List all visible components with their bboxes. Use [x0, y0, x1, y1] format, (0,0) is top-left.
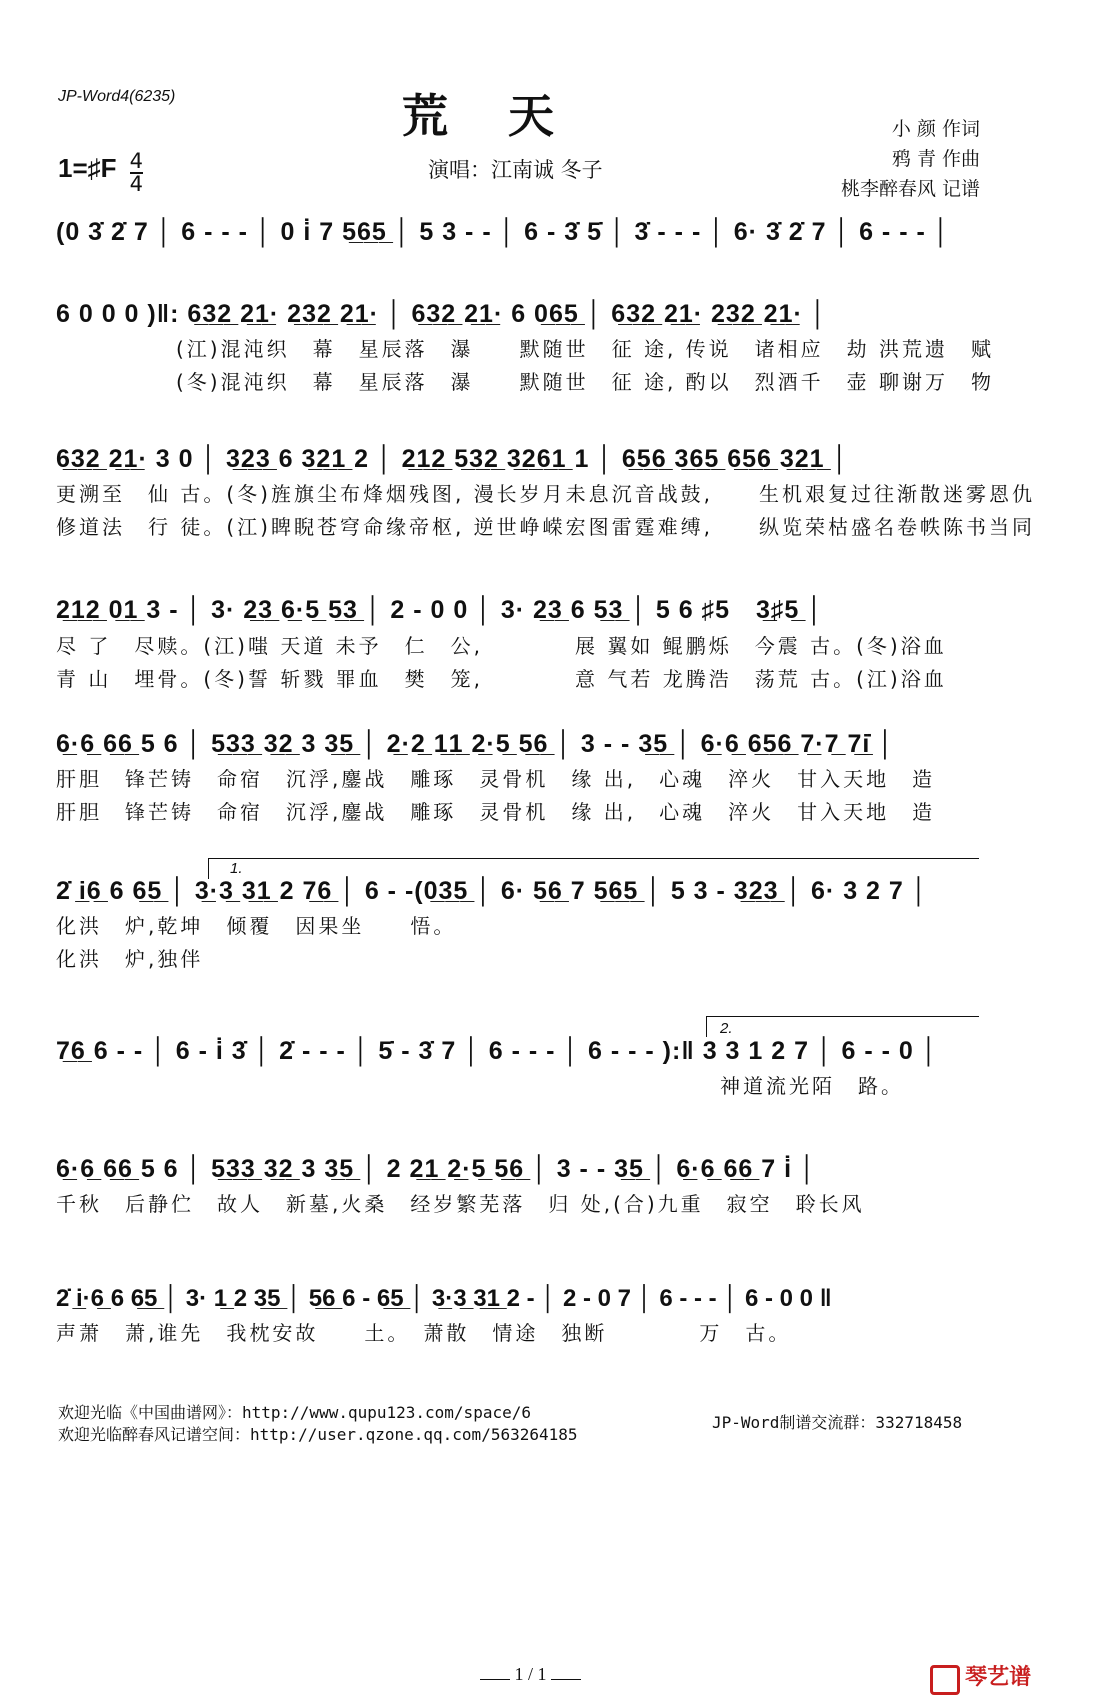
page-number-text: 1 / 1 [514, 1664, 547, 1684]
notes-line: (0 3̇ 2̇ 7 │ 6 - - - │ 0 i̇ 7 5̲6̲5̲ │ 5 3 - - │ 6 - 3̇ 5̇ │ 3̇ - - - │ 6· 3̇ 2̇ 7 │ 6 - - - │ [56, 218, 951, 246]
notes-line: 2̲1̲2̲ 0̲1̲ 3 - │ 3· 2̲3̲ 6̲·5̲ 5̲3̲ │ 2 - 0 0 │ 3· 2̲3̲ 6 5̲3̲ │ 5 6 ♯5 3̲♯5̲ │ [56, 596, 824, 624]
lyric-verse-2: 肝胆 锋芒铸 命宿 沉浮,鏖战 雕琢 灵骨机 缘 出, 心魂 淬火 甘入天地 造 [56, 800, 936, 824]
logo-text: 琴艺谱 [965, 1665, 1032, 1690]
notes-line: 6̲·6̲ 6̲6̲ 5 6 │ 5̲3̲3̲ 3̲2̲ 3 3̲5̲ │ 2̲·2̲ 1̲1̲ 2̲·5̲ 5̲6̲ │ 3 - - 3̲5̲ │ 6̲·6̲ 6̲5̲6̲ 7̲·7̲ 7̲i̲̇ │ [56, 730, 895, 758]
lyric-verse-1: 化洪 炉,乾坤 倾覆 因果坐 悟。 [56, 914, 457, 938]
credits-block [841, 114, 980, 204]
notes-line: 6̲3̲2̲ 2̲1̲· 3 0 │ 3̲2̲3̲ 6 3̲2̲1̲ 2 │ 2̲1̲2̲ 5̲3̲2̲ 3̲2̲6̲1̲ 1 │ 6̲5̲6̲ 3̲6̲5̲ 6̲5̲6̲ 3̲2̲1̲ │ [56, 445, 850, 473]
lyric-line: 声萧 萧,谁先 我枕安故 土。 萧散 情途 独断 万 古。 [56, 1321, 792, 1345]
lyric-verse-1: 神道流光陌 路。 [720, 1074, 904, 1098]
key-signature [58, 150, 143, 195]
lyric-verse-2: 化洪 炉,独伴 [56, 947, 204, 971]
volta-2-label: 2. [720, 1020, 733, 1037]
score-row-4 [56, 590, 1096, 692]
score-row-5 [56, 730, 1096, 825]
logo-icon [930, 1665, 960, 1695]
page-number [480, 1664, 581, 1685]
notes-line: 6 0 0 0 )‖: 6̲3̲2̲ 2̲1̲· 2̲3̲2̲ 2̲1̲· │ 6̲3̲2̲ 2̲1̲· 6 0̲6̲5̲ │ 6̲3̲2̲ 2̲1̲· 2̲3̲2̲ 2̲1̲· │ [56, 300, 828, 328]
score-row-1 [56, 218, 1096, 247]
software-label: JP-Word4(6235) [58, 88, 176, 105]
notes-line: 6̲·6̲ 6̲6̲ 5 6 │ 5̲3̲3̲ 3̲2̲ 3 3̲5̲ │ 2 2̲1̲ 2̲·5̲ 5̲6̲ │ 3 - - 3̲5̲ │ 6̲·6̲ 6̲6̲ 7 i̇ │ [56, 1155, 817, 1183]
score-row-8 [56, 1155, 1096, 1217]
transcriber-credit: 桃李醉春风 记谱 [840, 178, 980, 200]
qzone-link[interactable]: 欢迎光临醉春风记谱空间：http://user.qzone.qq.com/563264185 [58, 1425, 578, 1444]
lyric-verse-2: 修道法 行 徒。(江)睥睨苍穹命缘帝枢, 逆世峥嵘宏图雷霆难缚, 纵览荣枯盛名卷帙陈书当同 [56, 515, 1036, 539]
notes-line: 7̲6̲ 6 - - │ 6 - i̇ 3̇ │ 2̇ - - - │ 5̇ - 3̇ 7 │ 6 - - - │ 6 - - - ):‖ 3 3 1 2 7 │ 6 - - 0 │ [56, 1037, 939, 1065]
volta-1-label: 1. [230, 860, 243, 877]
song-title: 荒天 [402, 89, 614, 143]
lyric-verse-1: 肝胆 锋芒铸 命宿 沉浮,鏖战 雕琢 灵骨机 缘 出, 心魂 淬火 甘入天地 造 [56, 767, 936, 791]
key-label: 1=♯F [58, 153, 117, 183]
lyric-verse-2: 青 山 埋骨。(冬)誓 斩戮 罪血 樊 笼, 意 气若 龙腾浩 荡荒 古。(江)浴血 [56, 667, 947, 691]
qupu-link[interactable]: 欢迎光临《中国曲谱网》：http://www.qupu123.com/space/6 [58, 1403, 531, 1422]
composer-credit: 鸦 青 作曲 [891, 148, 980, 170]
volta-1-bracket [208, 858, 979, 879]
lyric-line: 千秋 后静伫 故人 新墓,火桑 经岁繁芜落 归 处,(合)九重 寂空 聆长风 [56, 1192, 865, 1216]
lyric-verse-1: 尽 了 尽赎。(江)嗤 天道 未予 仁 公, 展 翼如 鲲鹏烁 今震 古。(冬)浴血 [56, 634, 947, 658]
lyric-verse-1: 更溯至 仙 古。(冬)旌旗尘布烽烟残图, 漫长岁月未息沉音战鼓, 生机艰复过往渐散迷雾恩仇 [56, 482, 1036, 506]
score-row-2 [56, 300, 1096, 395]
lyricist-credit: 小 颜 作词 [891, 118, 980, 140]
lyric-verse-2: (冬)混沌织 幕 星辰落 瀑 默随世 征 途, 酌以 烈酒千 壶 聊谢万 物 [176, 370, 995, 394]
footer-links [58, 1402, 578, 1446]
notes-line: 2̇ i̲·6̲ 6 6̲5̲ │ 3· 1̲ 2 3̲5̲ │ 5̲6̲ 6 - 6̲5̲ │ 3̲·3̲ 3̲1̲ 2 - │ 2 - 0 7 │ 6 - - - │ 6 - 0 0 ‖ [56, 1285, 832, 1312]
singer-credit: 演唱：江南诚 冬子 [428, 158, 603, 182]
volta-2-bracket [706, 1016, 979, 1037]
score-row-3 [56, 445, 1096, 540]
notes-line: 2̇ i̲6̲ 6 6̲5̲ │ 3̲·3̲ 3̲1̲ 2 7̲6̲ │ 6 - -(0̲3̲5̲ │ 6· 5̲6̲ 7 5̲6̲5̲ │ 5 3 - 3̲2̲3̲ │ 6· 3 2 7 │ [56, 877, 929, 905]
time-sig-top: 4 [129, 149, 143, 173]
lyric-verse-1: (江)混沌织 幕 星辰落 瀑 默随世 征 途, 传说 诸相应 劫 洪荒遗 赋 [176, 337, 995, 361]
score-row-9 [56, 1285, 1096, 1346]
time-signature [130, 150, 143, 195]
time-sig-bottom: 4 [129, 172, 143, 196]
site-logo [930, 1660, 1031, 1695]
qq-group: JP-Word制谱交流群：332718458 [712, 1413, 963, 1432]
